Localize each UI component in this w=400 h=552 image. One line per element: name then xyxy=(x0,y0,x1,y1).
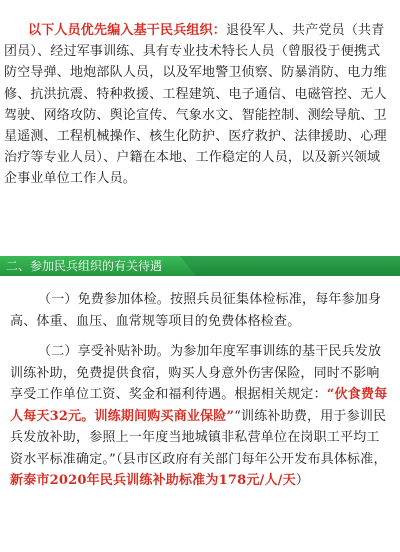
section-header-title: 二、参加民兵组织的有关待遇 xyxy=(6,259,163,273)
section-header-bar xyxy=(0,256,400,276)
item-2-red-a: “伙食费每人每天32元。训练期间购买商业保险” xyxy=(10,387,388,424)
item-1-paragraph xyxy=(10,289,392,332)
item-2-paragraph xyxy=(10,341,392,492)
item-1-text: （一）免费参加体检。按照兵员征集体检标准，每年参加身高、体重、血压、血常规等项目的免费体格检查。 xyxy=(10,292,382,329)
item-2-text-b: “训练补助费，用于参训民兵发放补助，参照上一年度当地城镇非私营单位在岗职工平均工资水平标准确定。”（县市区政府有关部门每年公开发布具体标准， xyxy=(10,408,387,467)
item-2-text-a: （二）享受补贴补助。为参加年度军事训练的基干民兵发放训练补助，免费提供食宿，购买人身意外伤害保险，同时不影响享受工作单位工资、奖金和福利待遇。根据相关规定： xyxy=(10,344,382,402)
item-2-red-b: 新泰市2020年民兵训练补助标准为178元/人/天 xyxy=(10,473,296,488)
intro-heading: 以下人员优先编入基干民兵组织： xyxy=(28,23,227,38)
item-2-text-c: ） xyxy=(295,473,310,488)
intro-body: 退役军人、共产党员（共青团员）、经过军事训练、具有专业技术特长人员（曾服役于便携式防空导弹、地炮部队人员，以及军地警卫侦察、防暴消防、电力维修、抗洪抗震、特种救援、工程建筑、电子通信、电磁管控、无人驾驶、网络攻防、舆论宣传、气象水文、智能控制、测绘导航、卫星遥测、工程机械操作、核生化防护、医疗救护、法律援助、心理治疗等专业人员）、户籍在本地、工作稳定的人员，以及新兴领域企事业单位工作人员。 xyxy=(4,23,387,187)
intro-paragraph xyxy=(4,20,390,190)
